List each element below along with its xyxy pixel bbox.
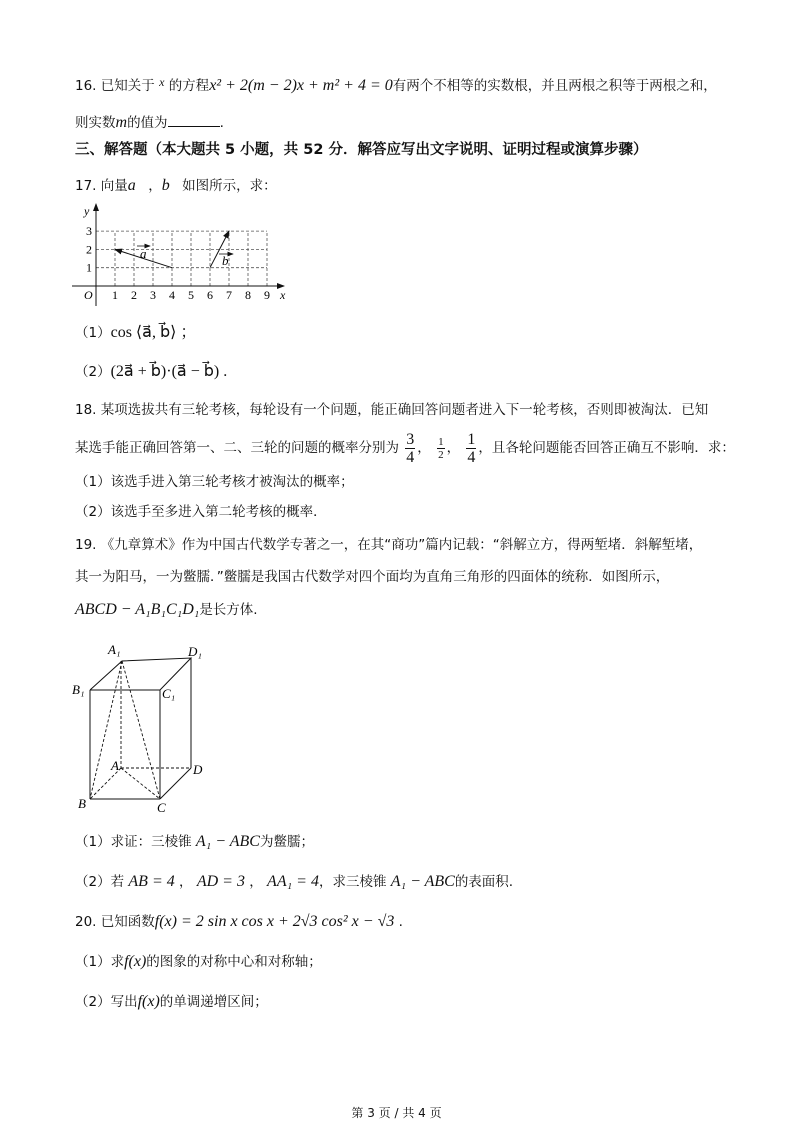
q18-part2: （2）该选手至多进入第二轮考核的概率． bbox=[75, 504, 327, 520]
vertex-a1-label: A₁ bbox=[108, 642, 121, 657]
top-face bbox=[90, 658, 191, 690]
text: ， bbox=[148, 178, 162, 194]
q19-line2: 其一为阳马，一为鳖臑．”鳖臑是我国古代数学对四个面均为直角三角形的四面体的统称．如图所示， bbox=[75, 569, 670, 585]
y-tick-label: 2 bbox=[86, 242, 92, 257]
vector-b-label: b bbox=[222, 253, 229, 268]
vertex-a-label: A bbox=[111, 758, 119, 773]
equation: x² + 2(m − 2)x + m² + 4 = 0 bbox=[209, 77, 393, 94]
x-tick-label: 8 bbox=[245, 288, 251, 302]
denominator: 2 bbox=[438, 448, 444, 461]
q19-part2: （2）若 AB = 4 ， AD = 3 ， AA₁ = 4，求三棱锥 A₁ − ABC的表面积. bbox=[75, 873, 514, 890]
q18-line1: 18. 某项选拔共有三轮考核，每轮设有一个问题，能正确回答问题者进入下一轮考核，否则即被淘汰．已知 bbox=[75, 402, 709, 418]
numerator: 1 bbox=[438, 435, 444, 448]
text: 的表面积. bbox=[454, 874, 514, 890]
expression: f(x) bbox=[137, 993, 160, 1010]
text: 的单调递增区间； bbox=[159, 994, 268, 1010]
denominator: 4 bbox=[406, 448, 415, 466]
text: 的值为 bbox=[127, 115, 168, 131]
vertex-d1-label: D₁ bbox=[188, 644, 202, 659]
q19-line1: 19. 《九章算术》作为中国古代数学专著之一，在其“商功”篇内记载：“斜解立方，得两堑堵．斜解堑堵， bbox=[75, 537, 703, 553]
y-tick-label: 3 bbox=[86, 224, 92, 239]
function-expression: f(x) = 2 sin x cos x + 2√3 cos² x − √3 bbox=[154, 913, 395, 930]
x-tick-label: 3 bbox=[150, 288, 156, 302]
text: . bbox=[219, 115, 224, 131]
x-axis-label: x bbox=[280, 288, 286, 302]
text: . bbox=[394, 914, 403, 930]
expression: AA₁ = 4 bbox=[267, 873, 319, 890]
text: 是长方体. bbox=[199, 602, 258, 618]
y-tick-label: 1 bbox=[86, 260, 92, 275]
text: ，求三棱锥 bbox=[318, 874, 387, 890]
hidden-edges bbox=[90, 661, 191, 799]
q20-part2 bbox=[75, 992, 268, 1012]
vertex-c1-label: C₁ bbox=[162, 686, 176, 701]
text: ， bbox=[446, 440, 461, 456]
vertex-b1-label: B₁ bbox=[72, 682, 85, 697]
expression: AD = 3 bbox=[196, 873, 245, 890]
text: 如图所示，求： bbox=[182, 178, 277, 194]
x-tick-label: 5 bbox=[188, 288, 194, 302]
x-tick-label: 1 bbox=[112, 288, 118, 302]
text: 的方程 bbox=[168, 78, 210, 94]
text: 为鳖臑； bbox=[259, 834, 314, 850]
text: 20. 已知函数 bbox=[75, 914, 155, 930]
q20-intro bbox=[75, 912, 403, 932]
y-axis-label: y bbox=[84, 204, 90, 218]
expression: cos ⟨a⃗, b⃗⟩ ； bbox=[110, 324, 197, 341]
text: ，且各轮问题能否回答正确互不影响．求： bbox=[478, 440, 735, 456]
origin-label: O bbox=[84, 288, 93, 302]
vector-b: b⃗ bbox=[161, 177, 183, 194]
denominator: 4 bbox=[467, 448, 476, 466]
numerator: 3 bbox=[406, 430, 415, 448]
x-tick-label: 6 bbox=[207, 288, 213, 302]
text: （2）写出 bbox=[75, 994, 138, 1010]
text: （1）求证：三棱锥 bbox=[75, 834, 192, 850]
page-footer: 第 3 页 / 共 4 页 bbox=[351, 1106, 442, 1120]
text: （2）若 bbox=[75, 874, 125, 890]
section-title: 三、解答题（本大题共 5 小题，共 52 分．解答应写出文字说明、证明过程或演算步骤） bbox=[75, 142, 648, 158]
q18-part1: （1）该选手进入第三轮考核才被淘汰的概率； bbox=[75, 474, 354, 490]
expression: A₁ − ABC bbox=[195, 833, 260, 850]
text: ， bbox=[417, 440, 431, 456]
vertex-d-label: D bbox=[193, 762, 203, 777]
edge bbox=[160, 768, 191, 799]
expression: (2a⃗ + b⃗)·(a⃗ − b⃗) . bbox=[110, 363, 228, 380]
text: （2） bbox=[75, 364, 111, 380]
vertex-c-label: C bbox=[157, 800, 166, 815]
expression: A₁ − ABC bbox=[390, 873, 455, 890]
text: （1）求 bbox=[75, 954, 125, 970]
text: 17. 向量 bbox=[75, 178, 128, 194]
text: （1） bbox=[75, 325, 111, 341]
text: 则实数 bbox=[75, 115, 116, 131]
text: 某选手能正确回答第一、二、三轮的问题的概率分别为 bbox=[75, 440, 399, 456]
expression: AB = 4 bbox=[128, 873, 175, 890]
q20-part1 bbox=[75, 952, 322, 972]
expression: ABCD − A₁B₁C₁D₁ bbox=[75, 601, 200, 618]
text: 有两个不相等的实数根，并且两根之积等于两根之和， bbox=[392, 78, 717, 94]
variable-x: x bbox=[159, 75, 165, 89]
x-tick-label: 9 bbox=[264, 288, 270, 302]
text: 的图象的对称中心和对称轴； bbox=[146, 954, 322, 970]
vertex-b-label: B bbox=[78, 796, 86, 811]
x-tick-label: 2 bbox=[131, 288, 137, 302]
x-tick-label: 4 bbox=[169, 288, 175, 302]
variable-m: m bbox=[115, 114, 128, 131]
vector-a-label: a bbox=[140, 246, 147, 261]
q19-part1 bbox=[75, 832, 314, 852]
x-tick-label: 7 bbox=[226, 288, 232, 302]
numerator: 1 bbox=[467, 430, 476, 448]
expression: f(x) bbox=[124, 953, 147, 970]
vector-a: a⃗ bbox=[127, 177, 149, 194]
text: 16. 已知关于 bbox=[75, 78, 155, 94]
